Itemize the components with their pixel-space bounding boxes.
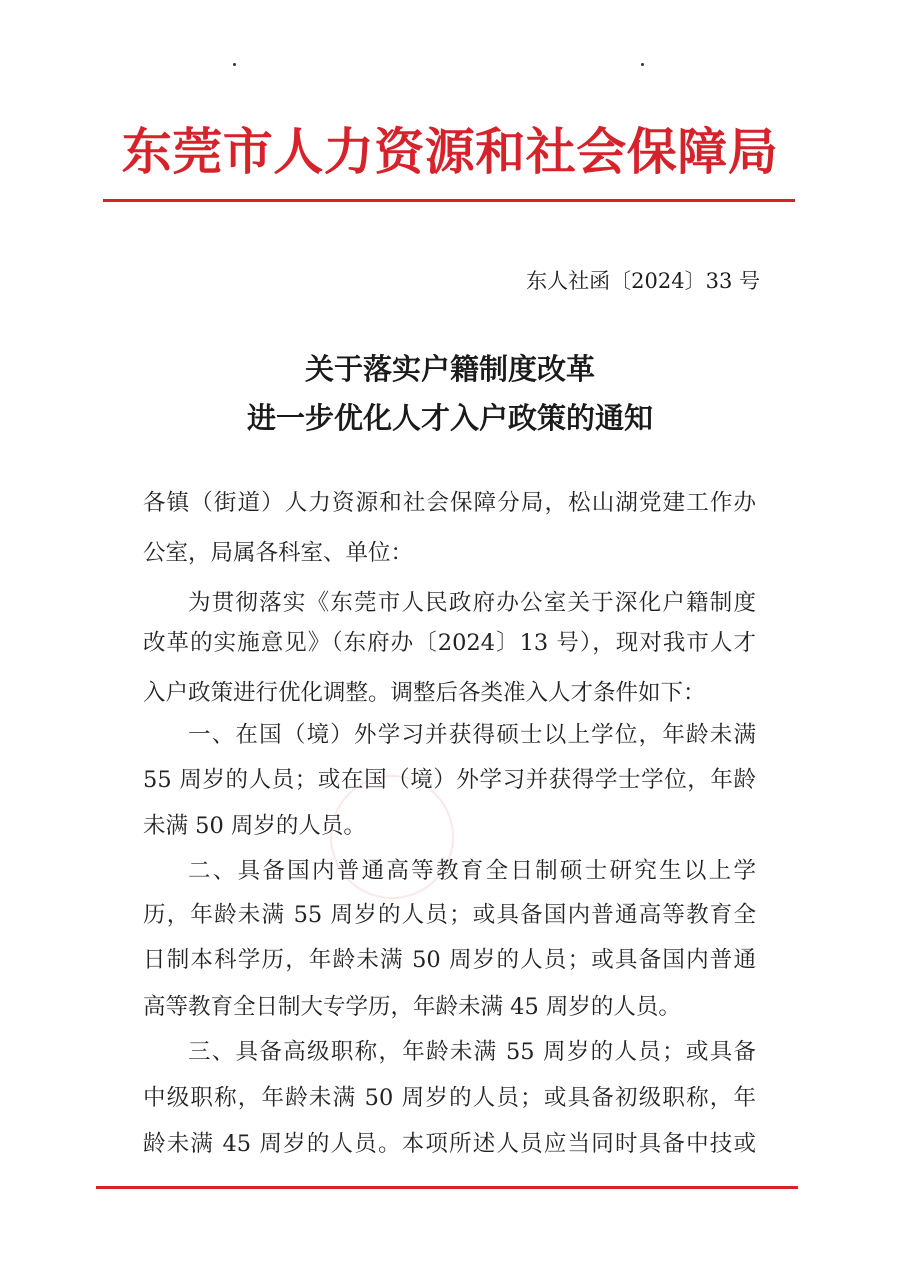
body-line-intro: 入户政策进行优化调整。调整后各类准入人才条件如下： [143, 680, 706, 706]
body-line-item-3: 中级职称，年龄未满 50 周岁的人员；或具备初级职称，年 [143, 1085, 756, 1111]
body-line-item-2: 历，年龄未满 55 周岁的人员；或具备国内普通高等教育全 [143, 902, 756, 928]
document-number: 东人社函〔2024〕33 号 [526, 269, 760, 293]
scan-dot [233, 63, 236, 66]
body-line-item-3: 龄未满 45 周岁的人员。本项所述人员应当同时具备中技或 [143, 1131, 756, 1157]
body-line-intro: 改革的实施意见》（东府办〔2024〕13 号），现对我市人才 [143, 630, 756, 656]
body-line-item-1: 未满 50 周岁的人员。 [143, 813, 366, 839]
body-line-item-2: 二、具备国内普通高等教育全日制硕士研究生以上学 [188, 858, 756, 884]
letterhead-issuer: 东莞市人力资源和社会保障局 [121, 122, 779, 181]
scan-dot [641, 63, 644, 66]
body-line-addressee-cont: 公室，局属各科室、单位： [143, 540, 414, 566]
footer-red-rule [96, 1186, 798, 1189]
document-title-line-1: 关于落实户籍制度改革 [304, 352, 595, 386]
body-line-item-1: 55 周岁的人员；或在国（境）外学习并获得学士学位，年龄 [143, 767, 756, 793]
body-line-item-2: 日制本科学历，年龄未满 50 周岁的人员；或具备国内普通 [143, 947, 756, 973]
document-title-line-2: 进一步优化人才入户政策的通知 [246, 401, 653, 435]
body-line-item-2: 高等教育全日制大专学历，年龄未满 45 周岁的人员。 [143, 994, 681, 1020]
body-line-intro: 为贯彻落实《东莞市人民政府办公室关于深化户籍制度 [188, 590, 756, 616]
letterhead-red-rule [103, 199, 795, 202]
body-line-item-3: 三、具备高级职称，年龄未满 55 周岁的人员；或具备 [188, 1039, 756, 1065]
body-line-item-1: 一、在国（境）外学习并获得硕士以上学位，年龄未满 [188, 722, 756, 748]
body-line-addressee: 各镇（街道）人力资源和社会保障分局，松山湖党建工作办 [143, 490, 756, 516]
